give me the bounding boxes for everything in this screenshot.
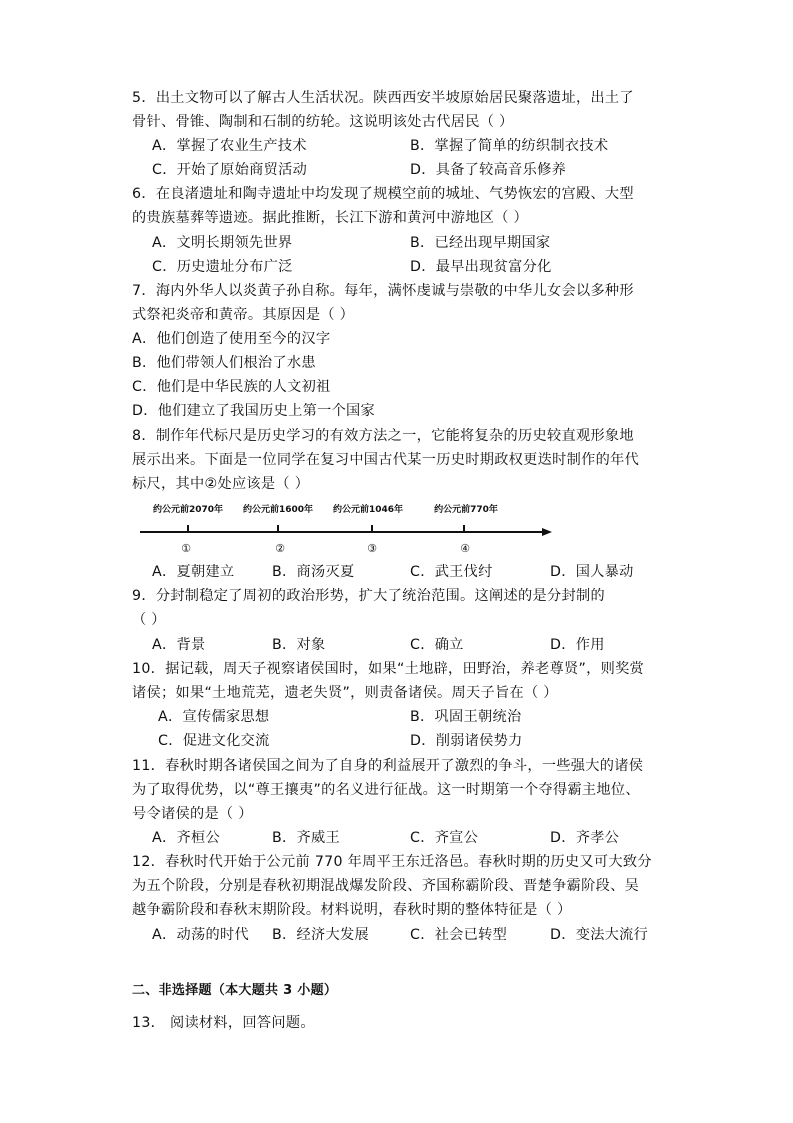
q8-option-a: A．夏朝建立 — [152, 564, 235, 580]
q7-stem-line2: 式祭祀炎帝和黄帝。其原因是（ ） — [132, 307, 355, 323]
q11-option-d: D．齐孝公 — [550, 830, 620, 846]
q5-option-b: B．掌握了简单的纺织制衣技术 — [410, 138, 609, 154]
q8-stem-line2: 展示出来。下面是一位同学在复习中国古代某一历史时期政权更迭时制作的年代 — [132, 452, 640, 468]
q9-option-c: C．确立 — [410, 637, 464, 653]
timeline-label-2: 约公元前1600年 — [242, 505, 314, 515]
timeline-mark-2: ② — [275, 542, 285, 555]
q6-option-a: A．文明长期领先世界 — [152, 235, 293, 251]
q11-stem-line2: 为了取得优势，以“尊王攘夷”的名义进行征战。这一时期第一个夺得霸主地位、 — [132, 782, 640, 798]
q9-option-d: D．作用 — [550, 637, 605, 653]
q10-option-b: B．巩固王朝统治 — [410, 709, 522, 725]
timeline-mark-3: ③ — [367, 542, 377, 555]
q11-option-c: C．齐宣公 — [410, 830, 479, 846]
q8-option-b: B．商汤灭夏 — [272, 564, 355, 580]
q9-stem-line1: 9．分封制稳定了周初的政治形势，扩大了统治范围。这阐述的是分封制的 — [132, 588, 605, 604]
q8-option-d: D．国人暴动 — [550, 564, 634, 580]
q9-stem-line2: （ ） — [132, 612, 166, 628]
section-2-heading: 二、非选择题（本大题共 3 小题） — [132, 983, 338, 998]
q5-stem-line1: 5．出土文物可以了解古人生活状况。陕西西安半坡原始居民聚落遗址，出土了 — [132, 90, 634, 106]
q5-option-d: D．具备了较高音乐修养 — [410, 162, 567, 178]
timeline-label-1: 约公元前2070年 — [152, 505, 224, 515]
q7-option-c: C．他们是中华民族的人文初祖 — [132, 379, 331, 395]
q12-stem-line3: 越争霸阶段和春秋末期阶段。材料说明，春秋时期的整体特征是（ ） — [132, 902, 572, 918]
q5-option-a: A．掌握了农业生产技术 — [152, 138, 307, 154]
q12-stem-line1: 12．春秋时代开始于公元前 770 年周平王东迁洛邑。春秋时期的历史又可大致分 — [132, 854, 652, 870]
q7-option-a: A．他们创造了使用至今的汉字 — [132, 331, 331, 347]
timeline-label-4: 约公元前770年 — [434, 505, 498, 515]
q11-option-b: B．齐威王 — [272, 830, 340, 846]
q6-option-b: B．已经出现早期国家 — [410, 235, 551, 251]
q11-stem-line1: 11．春秋时期各诸侯国之间为了自身的利益展开了激烈的争斗，一些强大的诸侯 — [132, 758, 644, 774]
q6-stem-line1: 6．在良渚遗址和陶寺遗址中均发现了规模空前的城址、气势恢宏的宫殿、大型 — [132, 186, 634, 202]
q7-option-b: B．他们带领人们根治了水患 — [132, 355, 316, 371]
q7-stem-line1: 7．海内外华人以炎黄子孙自称。每年，满怀虔诚与崇敬的中华儿女会以多种形 — [132, 283, 634, 299]
q7-option-d: D．他们建立了我国历史上第一个国家 — [132, 403, 376, 419]
q12-option-a: A．动荡的时代 — [152, 927, 249, 943]
q10-stem-line2: 诸侯；如果“土地荒芜，遗老失贤”，则责备诸侯。周天子旨在（ ） — [132, 685, 558, 701]
timeline-label-3: 约公元前1046年 — [332, 505, 404, 515]
q6-stem-line2: 的贵族墓葬等遗迹。据此推断，长江下游和黄河中游地区（ ） — [132, 210, 528, 226]
q12-option-b: B．经济大发展 — [272, 927, 369, 943]
q10-option-a: A．宣传儒家思想 — [158, 709, 270, 725]
q6-option-d: D．最早出现贫富分化 — [410, 259, 552, 275]
q11-stem-line3: 号令诸侯的是（ ） — [132, 806, 253, 822]
timeline-mark-4: ④ — [460, 542, 470, 555]
q10-option-d: D．削弱诸侯势力 — [410, 733, 523, 749]
q5-stem-line2: 骨针、骨锥、陶制和石制的纺轮。这说明该处古代居民（ ） — [132, 114, 514, 130]
q8-option-c: C．武王伐纣 — [410, 564, 493, 580]
q5-option-c: C．开始了原始商贸活动 — [152, 162, 308, 178]
q8-stem-line3: 标尺，其中②处应该是（ ） — [132, 476, 310, 492]
q12-stem-line2: 为五个阶段，分别是春秋初期混战爆发阶段、齐国称霸阶段、晋楚争霸阶段、吴 — [132, 878, 640, 894]
q12-option-c: C．社会已转型 — [410, 927, 508, 943]
q8-stem-line1: 8．制作年代标尺是历史学习的有效方法之一，它能将复杂的历史较直观形象地 — [132, 428, 634, 444]
q9-option-a: A．背景 — [152, 637, 206, 653]
q10-option-c: C．促进文化交流 — [158, 733, 270, 749]
q10-stem-line1: 10．据记载，周天子视察诸侯国时，如果“土地辟，田野治，养老尊贤”，则奖赏 — [132, 661, 645, 677]
q8-timeline — [140, 500, 560, 560]
q9-option-b: B．对象 — [272, 637, 326, 653]
q11-option-a: A．齐桓公 — [152, 830, 220, 846]
timeline-mark-1: ① — [181, 542, 191, 555]
timeline-arrow — [542, 528, 552, 536]
q13-stem: 13． 阅读材料，回答问题。 — [132, 1015, 315, 1031]
q12-option-d: D．变法大流行 — [550, 927, 649, 943]
q6-option-c: C．历史遗址分布广泛 — [152, 259, 293, 275]
